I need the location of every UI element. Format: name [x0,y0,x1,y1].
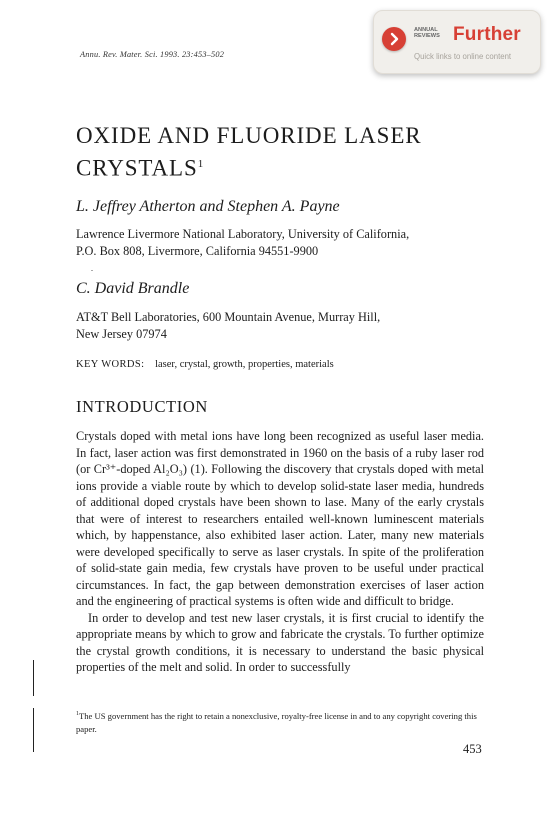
annual-reviews-line1: ANNUAL [414,27,438,33]
further-subtitle[interactable]: Quick links to online content [414,52,512,61]
keywords-list: laser, crystal, growth, properties, materials [155,359,334,370]
further-banner[interactable] [373,10,541,74]
page-number: 453 [463,742,482,756]
paragraph: In order to develop and test new laser crystals, it is first crucial to identify the appropriate means by which to grow and fabricate the crystals. To further optimize the crystal growth conditions, it is necessary to understand the basic physical properties of the melt and solid. In order to successfully [76,610,484,674]
further-title[interactable]: Further [453,24,521,45]
keywords-label: KEY WORDS: [76,359,145,370]
affiliation-line: AT&T Bell Laboratories, 600 Mountain Avenue, Murray Hill, [76,310,381,324]
scan-speck [91,270,93,271]
margin-bar [33,660,34,696]
citation: Annu. Rev. Mater. Sci. 1993. 23:453–502 [80,50,225,59]
title-footnote-mark: 1 [197,158,204,170]
author-names-2: C. David Brandle [76,280,190,297]
article-title [76,121,496,183]
affiliation-line: Lawrence Livermore National Laboratory, University of California, [76,227,410,241]
article-title-text: OXIDE AND FLUORIDE LASER CRYSTALS [76,123,422,181]
annual-reviews-logo [414,27,440,39]
section-heading: INTRODUCTION [76,397,208,416]
chevron-right-icon[interactable] [382,27,406,51]
paragraph: Crystals doped with metal ions have long been recognized as useful laser media. In fact, laser action was first demonstrated in 1960 on the basis of a ruby laser rod (or Cr³⁺-doped Al₂O₃) (1). Following the discovery that crystals doped with metal ions provide a viable route by which to develop solid-state laser media, hundreds of additional doped crystals have been shown to lase. Many of the early crystals that were of interest to researchers entailed well-known luminescent materials which, by happenstance, also exhibited laser action. Later, many new materials were developed specifically to serve as laser crystals. In spite of the proliferation of solid-state gain media, few crystals have proven to be useful under practical circumstances. In fact, the gap between demonstration exercises of laser action and the engineering of practical systems is often wide and difficult to bridge. [76,429,484,608]
affiliation-line: New Jersey 07974 [76,326,167,341]
affiliation-1 [76,226,496,259]
footnote-mark: 1 [76,711,79,717]
affiliation-2 [76,309,496,342]
affiliation-line: P.O. Box 808, Livermore, California 94551-9900 [76,243,319,258]
keywords [76,359,334,370]
body-text [76,428,484,676]
margin-bar [33,708,34,752]
footnote-text: The US government has the right to retain a nonexclusive, royalty-free license in and to any copyright covering this paper. [76,710,477,734]
footnote [76,708,486,736]
annual-reviews-line2: REVIEWS [414,33,440,40]
author-names-1: L. Jeffrey Atherton and Stephen A. Payne [76,198,340,215]
